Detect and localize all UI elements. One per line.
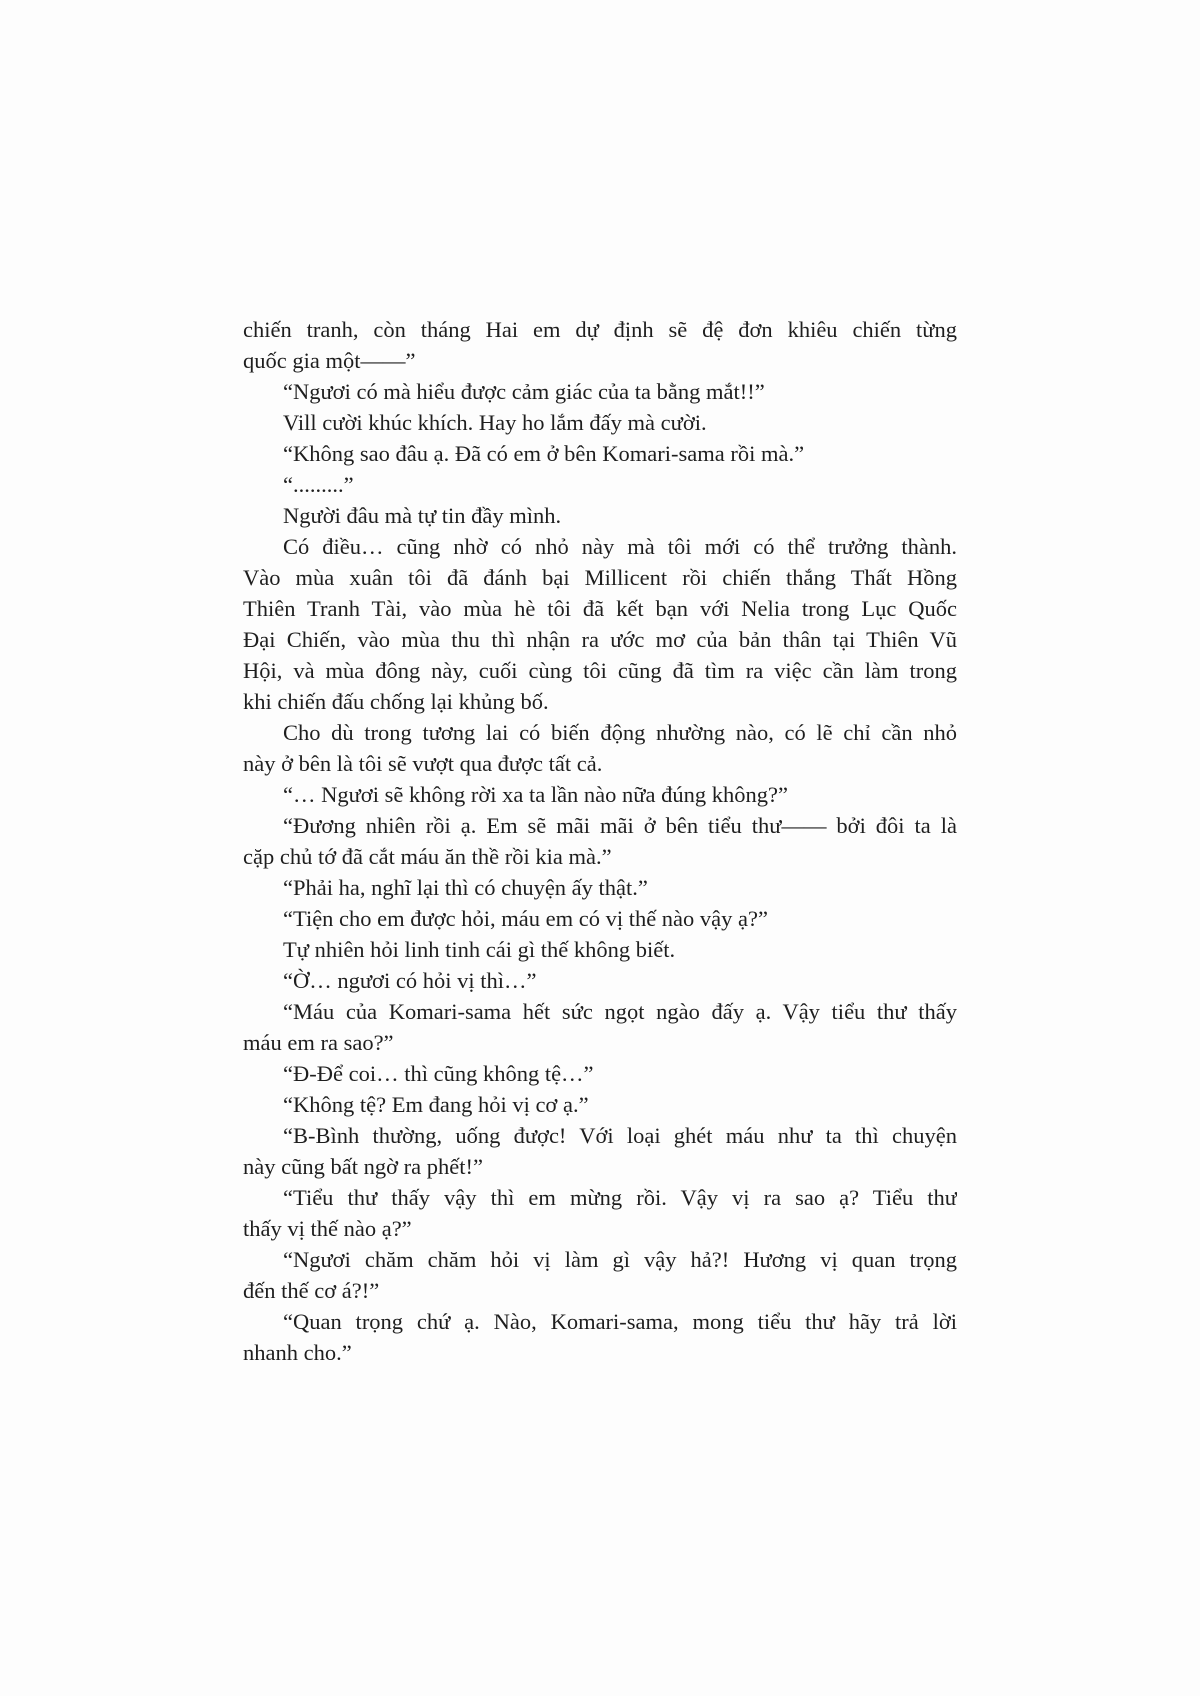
text-line: “Tiện cho em được hỏi, máu em có vị thế nào vậy ạ?” [283,906,768,931]
text-line: này ở bên là tôi sẽ vượt qua được tất cả. [243,751,603,776]
text-line: Cho dù trong tương lai có biến động nhường nào, có lẽ chỉ cần nhỏ [283,720,957,745]
text-line: “B-Bình thường, uống được! Với loại ghét máu như ta thì chuyện [283,1123,957,1148]
text-line: “Ngươi có mà hiểu được cảm giác của ta bằng mắt!!” [283,379,765,404]
text-line: Thiên Tranh Tài, vào mùa hè tôi đã kết bạn với Nelia trong Lục Quốc [243,596,957,621]
text-line: Người đâu mà tự tin đầy mình. [283,503,562,528]
body-text [243,314,957,1368]
text-line: máu em ra sao?” [243,1030,394,1055]
text-line: này cũng bất ngờ ra phết!” [243,1154,483,1179]
text-line: Đại Chiến, vào mùa thu thì nhận ra ước mơ của bản thân tại Thiên Vũ [243,627,957,652]
text-line: chiến tranh, còn tháng Hai em dự định sẽ đệ đơn khiêu chiến từng [243,317,957,342]
text-line: Vill cười khúc khích. Hay ho lắm đấy mà cười. [283,410,707,435]
text-line: “Máu của Komari-sama hết sức ngọt ngào đấy ạ. Vậy tiểu thư thấy [283,999,957,1024]
text-line: “Đương nhiên rồi ạ. Em sẽ mãi mãi ở bên tiểu thư—— bởi đôi ta là [283,813,957,838]
text-line: khi chiến đấu chống lại khủng bố. [243,689,549,714]
text-line: thấy vị thế nào ạ?” [243,1216,412,1241]
text-line: nhanh cho.” [243,1340,352,1365]
text-line: “Phải ha, nghĩ lại thì có chuyện ấy thật.” [283,875,648,900]
text-line: Hội, và mùa đông này, cuối cùng tôi cũng đã tìm ra việc cần làm trong [243,658,957,683]
text-line: “Không tệ? Em đang hỏi vị cơ ạ.” [283,1092,589,1117]
text-line: Tự nhiên hỏi linh tinh cái gì thế không biết. [283,937,676,962]
text-line: “Đ-Để coi… thì cũng không tệ…” [283,1061,594,1086]
text-line: “… Ngươi sẽ không rời xa ta lần nào nữa đúng không?” [283,782,788,807]
text-line: “Ngươi chăm chăm hỏi vị làm gì vậy hả?! Hương vị quan trọng [283,1247,957,1272]
text-line: Vào mùa xuân tôi đã đánh bại Millicent rồi chiến thắng Thất Hồng [243,565,957,590]
text-line: “Ờ… ngươi có hỏi vị thì…” [283,968,537,993]
text-line: “.........” [283,472,354,497]
text-line: Có điều… cũng nhờ có nhỏ này mà tôi mới có thể trưởng thành. [283,534,957,559]
text-line: đến thế cơ á?!” [243,1278,380,1303]
text-line: “Quan trọng chứ ạ. Nào, Komari-sama, mong tiểu thư hãy trả lời [283,1309,957,1334]
text-line: quốc gia một——” [243,348,416,373]
text-line: “Không sao đâu ạ. Đã có em ở bên Komari-sama rồi mà.” [283,441,805,466]
text-line: cặp chủ tớ đã cắt máu ăn thề rồi kia mà.” [243,844,612,869]
text-line: “Tiểu thư thấy vậy thì em mừng rồi. Vậy vị ra sao ạ? Tiểu thư [283,1185,957,1210]
